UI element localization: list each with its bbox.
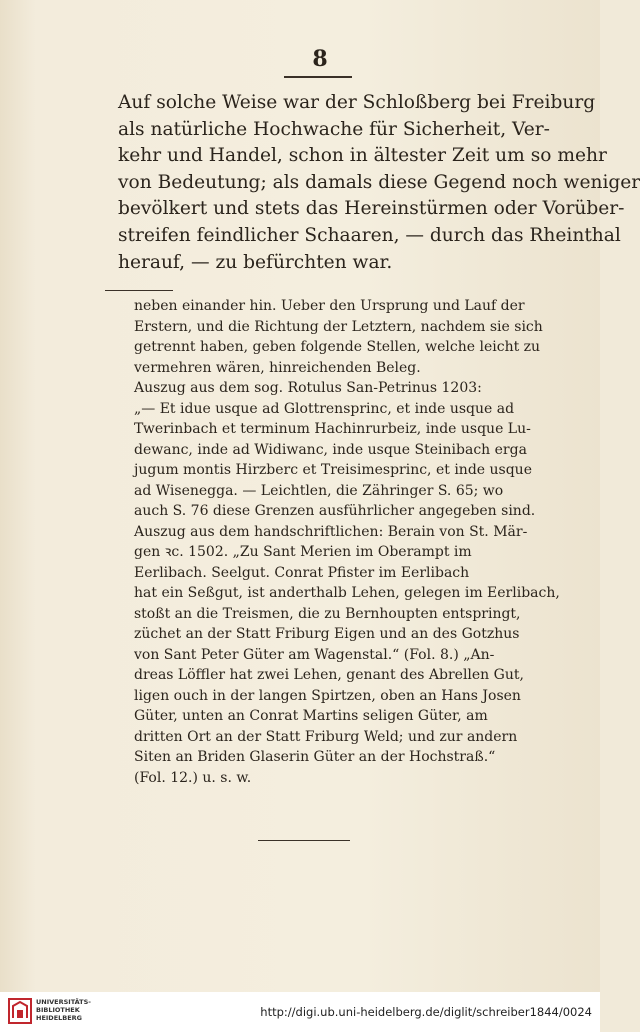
library-logo-text [36, 998, 91, 1022]
page-number-rule [284, 76, 352, 78]
footnote-line: ad Wisenegga. — Leichtlen, die Zähringer S. 65; wo [134, 482, 504, 499]
main-paragraph [118, 90, 640, 276]
footnote-line: Twerinbach et terminum Hachinrurbeiz, inde usque Lu- [134, 421, 531, 437]
main-line: von Bedeutung; als damals diese Gegend noch weniger [118, 171, 640, 193]
viewer-footer [0, 992, 600, 1032]
footnote-line: getrennt haben, geben folgende Stellen, welche leicht zu [134, 339, 541, 355]
footnote-line: dritten Ort an der Statt Friburg Weld; und zur andern [134, 728, 518, 745]
footnote-line: (Fol. 12.) u. s. w. [134, 769, 252, 786]
footnote-line: dewanc, inde ad Widiwanc, inde usque Steinibach erga [134, 441, 527, 458]
logo-text-line: HEIDELBERG [36, 1014, 83, 1022]
footnote-divider [105, 290, 173, 291]
main-line: herauf, — zu befürchten war. [118, 251, 393, 273]
main-line: kehr und Handel, schon in ältester Zeit um so mehr [118, 145, 607, 167]
footnote-line: Erstern, und die Richtung der Letztern, nachdem sie sich [134, 318, 543, 335]
university-library-logo-icon[interactable] [8, 998, 32, 1024]
bottom-divider [258, 840, 350, 841]
footnote-line: Auszug aus dem sog. Rotulus San-Petrinus 1203: [134, 380, 482, 396]
footnote-line: Güter, unten an Conrat Martins seligen Güter, am [134, 708, 488, 724]
main-line: als natürliche Hochwache für Sicherheit, Ver- [118, 118, 550, 140]
footnote-line: jugum montis Hirzberc et Treisimesprinc, et inde usque [134, 462, 532, 478]
page-number: 8 [312, 46, 328, 72]
logo-text-line: UNIVERSITÄTS- [36, 998, 91, 1006]
footnote-line: stoßt an die Treismen, die zu Bernhoupten entspringt, [134, 605, 521, 622]
footnote-line: gen ꝛc. 1502. „Zu Sant Merien im Oberampt im [134, 544, 472, 560]
main-line: streifen feindlicher Schaaren, — durch das Rheinthal [118, 224, 621, 246]
footnote-line: vermehren wären, hinreichenden Beleg. [134, 359, 421, 376]
footnote-line: Eerlibach. Seelgut. Conrat Pfister im Eerlibach [134, 564, 470, 581]
footnote [134, 296, 560, 788]
permalink-url[interactable]: http://digi.ub.uni-heidelberg.de/diglit/schreiber1844/0024 [260, 1005, 592, 1019]
logo-text-line: BIBLIOTHEK [36, 1006, 80, 1014]
footnote-line: hat ein Seßgut, ist anderthalb Lehen, gelegen im Eerlibach, [134, 585, 560, 601]
footnote-line: ligen ouch in der langen Spirtzen, oben an Hans Josen [134, 687, 521, 704]
footnote-line: Siten an Briden Glaserin Güter an der Hochstraß.“ [134, 749, 496, 765]
footnote-line: von Sant Peter Güter am Wagenstal.“ (Fol. 8.) „An- [134, 646, 495, 663]
main-line: Auf solche Weise war der Schloßberg bei Freiburg [118, 92, 596, 113]
footnote-line: auch S. 76 diese Grenzen ausführlicher angegeben sind. [134, 503, 536, 519]
footnote-line: „— Et idue usque ad Glottrensprinc, et inde usque ad [134, 400, 515, 417]
footnote-line: züchet an der Statt Friburg Eigen und an des Gotzhus [134, 626, 520, 642]
main-line: bevölkert und stets das Hereinstürmen oder Vorüber- [118, 198, 625, 220]
footnote-line: neben einander hin. Ueber den Ursprung und Lauf der [134, 298, 525, 314]
footnote-line: Auszug aus dem handschriftlichen: Berain von St. Mär- [134, 523, 528, 540]
footnote-line: dreas Löffler hat zwei Lehen, genant des Abrellen Gut, [134, 667, 524, 683]
